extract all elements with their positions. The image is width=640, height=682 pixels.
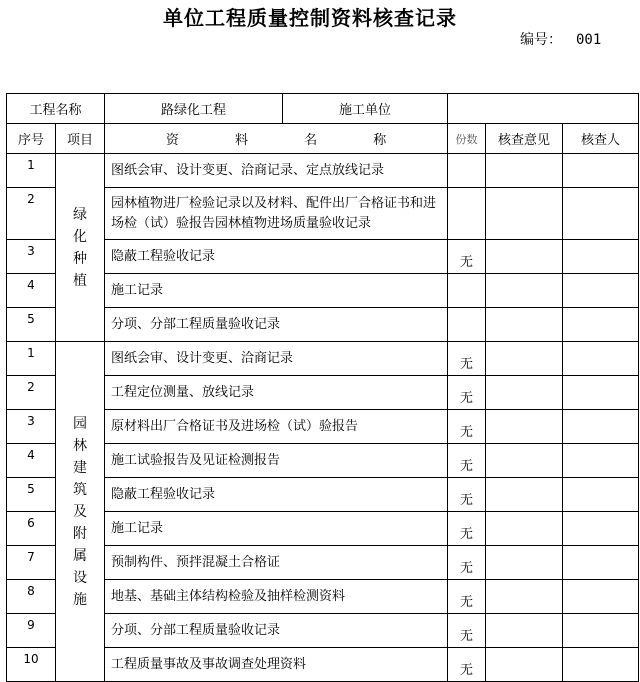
- row-count: 无: [448, 376, 486, 410]
- table-row: [7, 342, 639, 376]
- row-material: 分项、分部工程质量验收记录: [105, 614, 448, 648]
- row-checker: [563, 580, 639, 614]
- row-count: 无: [448, 648, 486, 682]
- row-seq: 3: [7, 410, 56, 444]
- row-seq: 5: [7, 308, 56, 342]
- row-opinion: [486, 410, 563, 444]
- row-material: 隐蔽工程验收记录: [105, 240, 448, 274]
- row-seq: 6: [7, 512, 56, 546]
- row-opinion: [486, 342, 563, 376]
- row-seq: 10: [7, 648, 56, 682]
- row-checker: [563, 444, 639, 478]
- row-seq: 3: [7, 240, 56, 274]
- row-material: 施工试验报告及见证检测报告: [105, 444, 448, 478]
- row-checker: [563, 478, 639, 512]
- document-number: [520, 29, 601, 49]
- group-name: 园林建筑及附属设施: [73, 415, 87, 608]
- row-count: [448, 308, 486, 342]
- project-name-label: 工程名称: [7, 94, 105, 124]
- row-seq: 2: [7, 188, 56, 240]
- constructor-label: 施工单位: [282, 94, 447, 124]
- row-material: 图纸会审、设计变更、洽商记录、定点放线记录: [105, 154, 448, 188]
- row-opinion: [486, 240, 563, 274]
- row-count: 无: [448, 342, 486, 376]
- row-checker: [563, 240, 639, 274]
- project-name-value: 路绿化工程: [161, 103, 227, 118]
- number-value: 001: [576, 32, 602, 48]
- row-material: 施工记录: [105, 274, 448, 308]
- col-item: 项目: [56, 124, 105, 154]
- row-material: 图纸会审、设计变更、洽商记录: [105, 342, 448, 376]
- row-opinion: [486, 308, 563, 342]
- row-count: 无: [448, 546, 486, 580]
- page-title: 单位工程质量控制资料核查记录: [163, 6, 457, 30]
- group-name-cell: [56, 154, 105, 342]
- row-count: 无: [448, 614, 486, 648]
- row-count: [448, 188, 486, 240]
- row-count: 无: [448, 512, 486, 546]
- row-material: 预制构件、预拌混凝土合格证: [105, 546, 448, 580]
- row-seq: 4: [7, 274, 56, 308]
- project-name-value-cell: [105, 94, 448, 124]
- row-material: 园林植物进厂检验记录以及材料、配件出厂合格证书和进场检（试）验报告园林植物进场质量验收记录: [105, 188, 448, 240]
- row-opinion: [486, 648, 563, 682]
- row-material: 隐蔽工程验收记录: [105, 478, 448, 512]
- col-copies: 份数: [448, 124, 486, 154]
- row-checker: [563, 308, 639, 342]
- row-opinion: [486, 444, 563, 478]
- row-checker: [563, 376, 639, 410]
- inspection-table: [6, 93, 639, 682]
- constructor-value: [448, 94, 639, 124]
- row-count: 无: [448, 580, 486, 614]
- row-count: 无: [448, 478, 486, 512]
- row-material: 工程定位测量、放线记录: [105, 376, 448, 410]
- table-row: [7, 154, 639, 188]
- row-count: 无: [448, 444, 486, 478]
- row-count: [448, 154, 486, 188]
- row-seq: 4: [7, 444, 56, 478]
- row-seq: 7: [7, 546, 56, 580]
- row-opinion: [486, 614, 563, 648]
- row-checker: [563, 154, 639, 188]
- row-opinion: [486, 478, 563, 512]
- row-checker: [563, 274, 639, 308]
- row-checker: [563, 546, 639, 580]
- group-name: 绿化种植: [73, 206, 87, 289]
- row-material: 地基、基础主体结构检验及抽样检测资料: [105, 580, 448, 614]
- row-checker: [563, 614, 639, 648]
- row-seq: 1: [7, 342, 56, 376]
- row-count: 无: [448, 410, 486, 444]
- row-material: 分项、分部工程质量验收记录: [105, 308, 448, 342]
- row-checker: [563, 188, 639, 240]
- row-seq: 5: [7, 478, 56, 512]
- row-checker: [563, 512, 639, 546]
- col-opinion: 核查意见: [486, 124, 563, 154]
- row-material: 工程质量事故及事故调查处理资料: [105, 648, 448, 682]
- number-label: 编号：: [520, 32, 562, 48]
- row-material: 原材料出厂合格证书及进场检（试）验报告: [105, 410, 448, 444]
- row-opinion: [486, 376, 563, 410]
- group-name-cell: [56, 342, 105, 682]
- row-opinion: [486, 154, 563, 188]
- row-material: 施工记录: [105, 512, 448, 546]
- row-seq: 1: [7, 154, 56, 188]
- row-opinion: [486, 512, 563, 546]
- row-checker: [563, 342, 639, 376]
- row-count: [448, 274, 486, 308]
- row-checker: [563, 648, 639, 682]
- info-row: [7, 94, 639, 124]
- row-count: 无: [448, 240, 486, 274]
- col-checker: 核查人: [563, 124, 639, 154]
- row-opinion: [486, 546, 563, 580]
- row-seq: 8: [7, 580, 56, 614]
- row-seq: 9: [7, 614, 56, 648]
- col-material: 资 料 名 称: [105, 124, 448, 154]
- row-opinion: [486, 274, 563, 308]
- row-opinion: [486, 580, 563, 614]
- row-seq: 2: [7, 376, 56, 410]
- row-opinion: [486, 188, 563, 240]
- row-checker: [563, 410, 639, 444]
- column-header-row: [7, 124, 639, 154]
- col-seq: 序号: [7, 124, 56, 154]
